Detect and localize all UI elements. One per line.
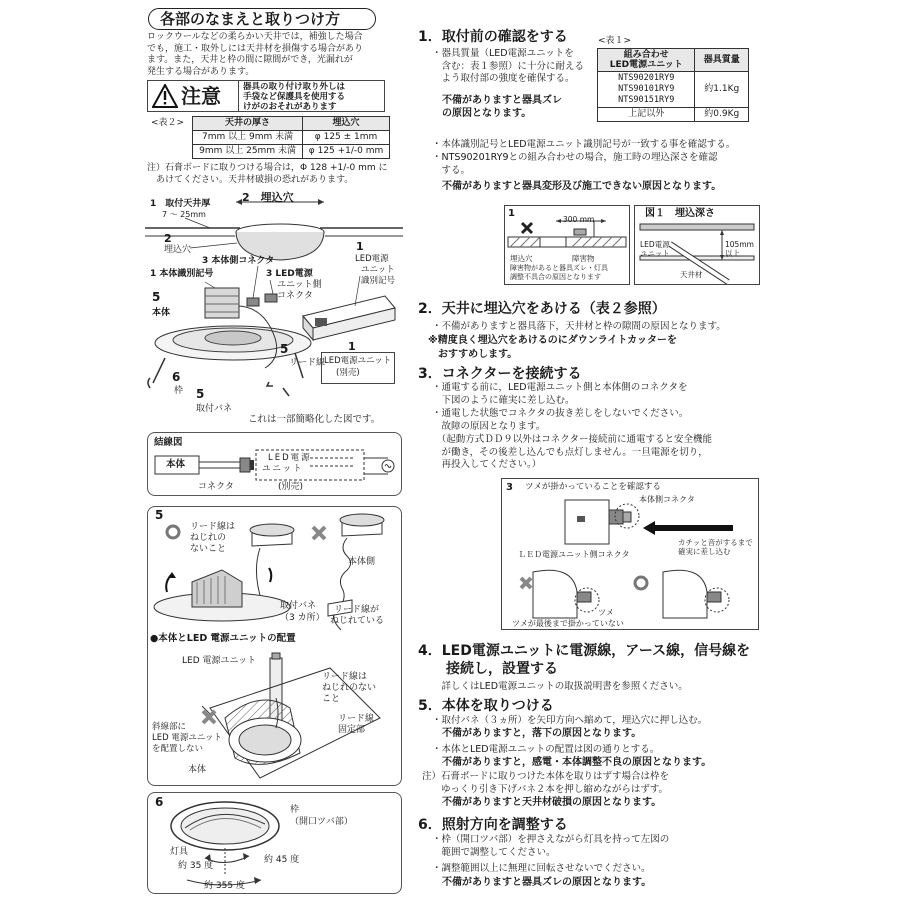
panel6-illustration — [165, 798, 285, 892]
panel5-line: ないこと — [190, 544, 227, 554]
section2-title: 2．天井に埋込穴をあける（表２参照） — [418, 301, 666, 317]
placement-led-unit: LED 電源ユニット — [182, 656, 257, 666]
fig-note-line: 障害物があると器具ズレ・灯具 — [510, 264, 608, 272]
sec6-p2w: 不備がありますと器具ズレの原因となります。 — [432, 877, 652, 888]
sec5-p1: ・取付バネ（３ヵ所）を矢印方向へ縮めて，埋込穴に押し込む。 — [432, 715, 708, 726]
table1-cell: 約0.9Kg — [695, 108, 749, 122]
placement-line: こと — [322, 694, 341, 704]
sec6-line: 範囲で調整してください。 — [432, 846, 556, 858]
sec1-line: ・器具質量（LED電源ユニットを — [432, 48, 574, 59]
intro-text — [147, 32, 363, 78]
diag-label: 6 — [172, 370, 181, 384]
placement-body: 本体 — [188, 765, 207, 775]
diag-label: 1 — [356, 240, 364, 253]
table2 — [192, 116, 390, 159]
sec6-p1 — [432, 834, 669, 859]
panel5-spring2: （3 カ所） — [280, 613, 325, 623]
sec5-line: 注）石膏ボードに取りつけた本体を取りはずす場合は枠を — [422, 771, 670, 782]
sec1-line: する。 — [432, 164, 471, 176]
fig1-unit — [640, 240, 670, 258]
placement-line: LED 電源ユニット — [152, 733, 223, 743]
diagram-caption: これは一部簡略化した図です。 — [248, 414, 381, 425]
diag-label: 5 — [280, 342, 289, 356]
sec1-p2: ・本体識別記号とLED電源ユニット識別記号が一致する事を確認する。 — [432, 139, 736, 150]
panel5-spring: 取付バネ — [280, 601, 317, 611]
diag-label: (別売) — [336, 368, 360, 378]
diag-label: 5 — [152, 290, 161, 304]
table2-cell: φ 125 ± 1mm — [303, 131, 390, 145]
caution-line: 器具の取り付け取り外しは — [243, 82, 346, 92]
connector-line: 確実に差し込む — [678, 547, 731, 556]
sec3-line: （起動方式ＤＤ９以外はコネクター接続前に通電すると安全機能 — [432, 434, 713, 445]
sec2-line: おすすめします。 — [428, 349, 518, 360]
connector-line: カチッと音がするまで — [678, 538, 753, 547]
sec1-p1-warning — [432, 94, 562, 120]
diag-label: 7 ～ 25mm — [162, 210, 206, 219]
table2-cell: φ 125 +1/-0 mm — [303, 145, 390, 159]
table2-header: 埋込穴 — [303, 117, 390, 131]
panel6-a355: 約 355 度 — [204, 881, 245, 891]
diag-label: 埋込穴 — [164, 245, 192, 255]
panel6-frame: 枠 — [290, 805, 300, 815]
panel6-number: 6 — [155, 795, 164, 809]
connector-body-conn: 本体側コネクタ — [639, 495, 695, 504]
diag-label: 1 — [348, 340, 356, 353]
sec3-line: 故障の原因となります。 — [432, 420, 546, 432]
sec1-p3-warning: 不備がありますと器具変形及び施工できない原因となります。 — [432, 181, 722, 192]
wiring-sold-separately: (別売) — [278, 482, 304, 492]
sec5-p3w: 不備がありますと天井材破損の原因となります。 — [422, 797, 662, 808]
diag-label: 3 LED電源 — [266, 269, 313, 279]
sec1-line: 不備がありますと器具ズレ — [432, 95, 562, 106]
table2-cell: 7mm 以上 9mm 未満 — [193, 131, 303, 145]
note-line: 注）石膏ボードに取りつける場合は，Φ 128 +1/-0 mm に — [147, 163, 388, 173]
section4-title-line: 接続し，設置する — [418, 661, 558, 677]
sec1-line: 含む：表１参照）に十分に耐える — [432, 60, 585, 72]
sec1-p1 — [432, 48, 584, 86]
diag-label: 2 埋込穴 — [242, 191, 294, 204]
wiring-unit: LED電源 — [268, 453, 312, 463]
connector-claw: ツメ — [598, 608, 614, 617]
diag-label: 2 — [164, 232, 172, 245]
intro-line: 発生する場合があります。 — [147, 66, 255, 77]
diag-label: 1 本体識別記号 — [150, 269, 214, 279]
fig1-line: LED電源 — [640, 240, 670, 249]
wiring-unit2: ユニット — [262, 464, 304, 474]
panel5-twisted2: ねじれている — [330, 616, 385, 626]
placement-line: リード線は — [322, 672, 368, 682]
fig1-line: 以上 — [725, 249, 740, 258]
fig1-title: 図１ 埋込深さ — [645, 208, 715, 219]
placement-no-twist — [322, 672, 376, 705]
sec5-p1w: 不備がありますと，落下の原因となります。 — [432, 728, 642, 739]
sec3-line: が働き，その後差し込んでも点灯しません。一旦電源を切り， — [432, 446, 708, 458]
fig-300: 300 mm — [563, 215, 595, 224]
connector-claw2: ツメが最後まで掛かっていない — [512, 619, 624, 628]
sec2-p1: ・不備がありますと器具落下，天井材と枠の隙間の原因となります。 — [432, 321, 726, 332]
diag-label: ユニット — [361, 265, 395, 275]
table1-model: NTS90151RY9 — [618, 95, 675, 105]
diag-label: LED電源ユニット — [324, 356, 392, 366]
section1-title: 1．取付前の確認をする — [418, 29, 568, 45]
fig1-depth — [725, 240, 754, 258]
placement-fixed — [338, 714, 374, 736]
sec3-p2 — [432, 408, 688, 433]
panel5-twisted: リード線が — [334, 605, 380, 615]
fig-hole: 埋込穴 — [510, 254, 533, 263]
panel6-a45: 約 45 度 — [264, 855, 300, 865]
intro-line: でも，施工・取外しには天井材を損傷する場合があり — [147, 43, 364, 54]
table1-header — [598, 49, 695, 72]
fig1-line: 105mm — [725, 240, 754, 249]
fig-obstacle-num: 1 — [508, 208, 515, 219]
table1-caption: <表１> — [598, 36, 632, 46]
table2-header: 天井の厚さ — [193, 117, 303, 131]
sec3-line: 再投入してください。） — [432, 459, 542, 470]
table1-model: NTS90101RY9 — [618, 84, 675, 94]
placement-line: 固定部 — [338, 725, 366, 735]
wiring-title: 結線図 — [154, 437, 183, 448]
page-title: 各部のなまえと取りつけ方 — [160, 10, 341, 28]
panel5-body-side: 本体側 — [348, 557, 376, 567]
panel5-line: ねじれの — [190, 533, 227, 543]
sec6-p2: ・調整範囲以上に無理に回転させないでください。 — [432, 863, 651, 874]
placement-line: を配置しない — [152, 744, 204, 754]
diag-label: 1 取付天井厚 — [150, 199, 211, 209]
table1-header-line: 組み合わせ — [623, 50, 669, 60]
fig-note-line: 調整不具合の原因となります — [510, 273, 601, 281]
placement-line: 斜線部に — [152, 722, 187, 732]
sec5-line: ゆっくり引き下げバネ２本を押し縮めながらはずす。 — [422, 783, 669, 795]
placement-line: ねじれのない — [322, 683, 377, 693]
caution-line: 手袋など保護具を使用する — [243, 92, 346, 102]
sec1-line: ・NTS90201RY9との組み合わせの場合，施工時の埋込深さを確認 — [432, 152, 718, 163]
section6-title: 6．照射方向を調整する — [418, 817, 568, 833]
sec5-p2w: 不備がありますと，感電・本体調整不良の原因となります。 — [432, 757, 712, 768]
diag-label: 3 本体側コネクタ — [202, 256, 275, 266]
wiring-body: 本体 — [166, 459, 186, 470]
diag-label: リード線 — [289, 358, 326, 368]
intro-line: ます。また，天井と枠の間に隙間ができ，光漏れが — [147, 55, 353, 65]
sec3-p1 — [432, 382, 688, 407]
sec6-line: ・枠（開口ツバ部）を押さえながら灯具を持って左図の — [432, 834, 670, 845]
table1-cell — [598, 72, 695, 108]
section5-title: 5．本体を取りつける — [418, 698, 554, 714]
table1-cell: 約1.1Kg — [695, 72, 749, 108]
sec3-line: 下図のように確実に差し込む。 — [432, 394, 575, 406]
table2-caption: <表２> — [151, 118, 185, 128]
wiring-connector: コネクタ — [198, 482, 234, 492]
connector-click — [678, 538, 753, 556]
table1 — [597, 48, 749, 122]
table2-cell: 9mm 以上 25mm 未満 — [193, 145, 303, 159]
caution-line: けがのおそれがあります — [243, 102, 337, 112]
sec4-p1: 詳しくはLED電源ユニットの取扱説明書を参照ください。 — [432, 681, 688, 692]
main-diagram — [145, 188, 403, 428]
sec2-p2 — [428, 334, 677, 362]
connector-fig-tip: ツメが掛かっていることを確認する — [525, 482, 661, 492]
diag-label: コネクタ — [277, 291, 313, 301]
fig1-line: ユニット — [640, 249, 670, 258]
diag-label: LED電源 — [355, 254, 389, 264]
intro-line: ロックウールなどの柔らかい天井では，補強した場合 — [147, 32, 363, 42]
diag-label: 本体 — [152, 308, 171, 318]
sec5-p3 — [422, 771, 669, 796]
caution-label: 注意 — [181, 84, 221, 108]
sec3-p3 — [432, 434, 712, 472]
sec5-p2: ・本体とLED電源ユニットの配置は図の通りとする。 — [432, 744, 660, 755]
connector-led-conn: ＬＥＤ電源ユニット側コネクタ — [518, 550, 630, 559]
fig-note — [510, 264, 608, 282]
note1 — [147, 162, 388, 186]
sec3-line: ・通電した状態でコネクタの抜き差しをしないでください。 — [432, 408, 689, 419]
note-line: あけてください。天井材破損の恐れがあります。 — [147, 175, 354, 185]
sec1-p3 — [432, 152, 718, 177]
sec2-line: ※精度良く埋込穴をあけるのにダウンライトカッターを — [428, 335, 678, 346]
diag-label: 取付バネ — [196, 404, 233, 414]
panel6-fixture: 灯具 — [170, 847, 189, 857]
panel6-a35: 約 35 度 — [178, 861, 214, 871]
panel5-line: リード線は — [190, 522, 236, 532]
sec1-line: の原因となります。 — [432, 108, 532, 119]
fig-obstacle-label: 障害物 — [572, 254, 595, 263]
panel5-number: 5 — [155, 508, 164, 522]
panel5-placement-title: ●本体とLED 電源ユニットの配置 — [150, 633, 296, 644]
section4-title-line: 4．LED電源ユニットに電源線，アース線，信号線を — [418, 643, 751, 659]
section4-title — [418, 642, 750, 678]
table1-model: NTS90201RY9 — [618, 73, 675, 83]
fig1-ceiling: 天井材 — [680, 270, 703, 279]
table1-cell: 上記以外 — [598, 108, 695, 122]
table1-header: 器具質量 — [695, 49, 749, 72]
sec1-line: よう取付部の強度を確保する。 — [432, 73, 575, 84]
diag-label: ユニット側 — [277, 280, 322, 290]
diag-label: 識別記号 — [361, 276, 396, 286]
connector-fig-num: 3 — [506, 482, 513, 493]
diag-label: 5 — [196, 387, 205, 401]
table1-header-line: LED電源ユニット — [609, 60, 683, 70]
caution-text — [243, 82, 345, 112]
placement-line: リード線 — [338, 714, 375, 724]
diag-label: 枠 — [174, 386, 184, 396]
placement-hatched — [152, 722, 222, 755]
warning-icon — [152, 84, 178, 108]
section3-title: 3．コネクターを接続する — [418, 366, 582, 382]
sec3-line: ・通電する前に，LED電源ユニット側と本体側のコネクタを — [432, 382, 688, 393]
panel6-frame2: （開口ツバ部） — [290, 817, 353, 827]
